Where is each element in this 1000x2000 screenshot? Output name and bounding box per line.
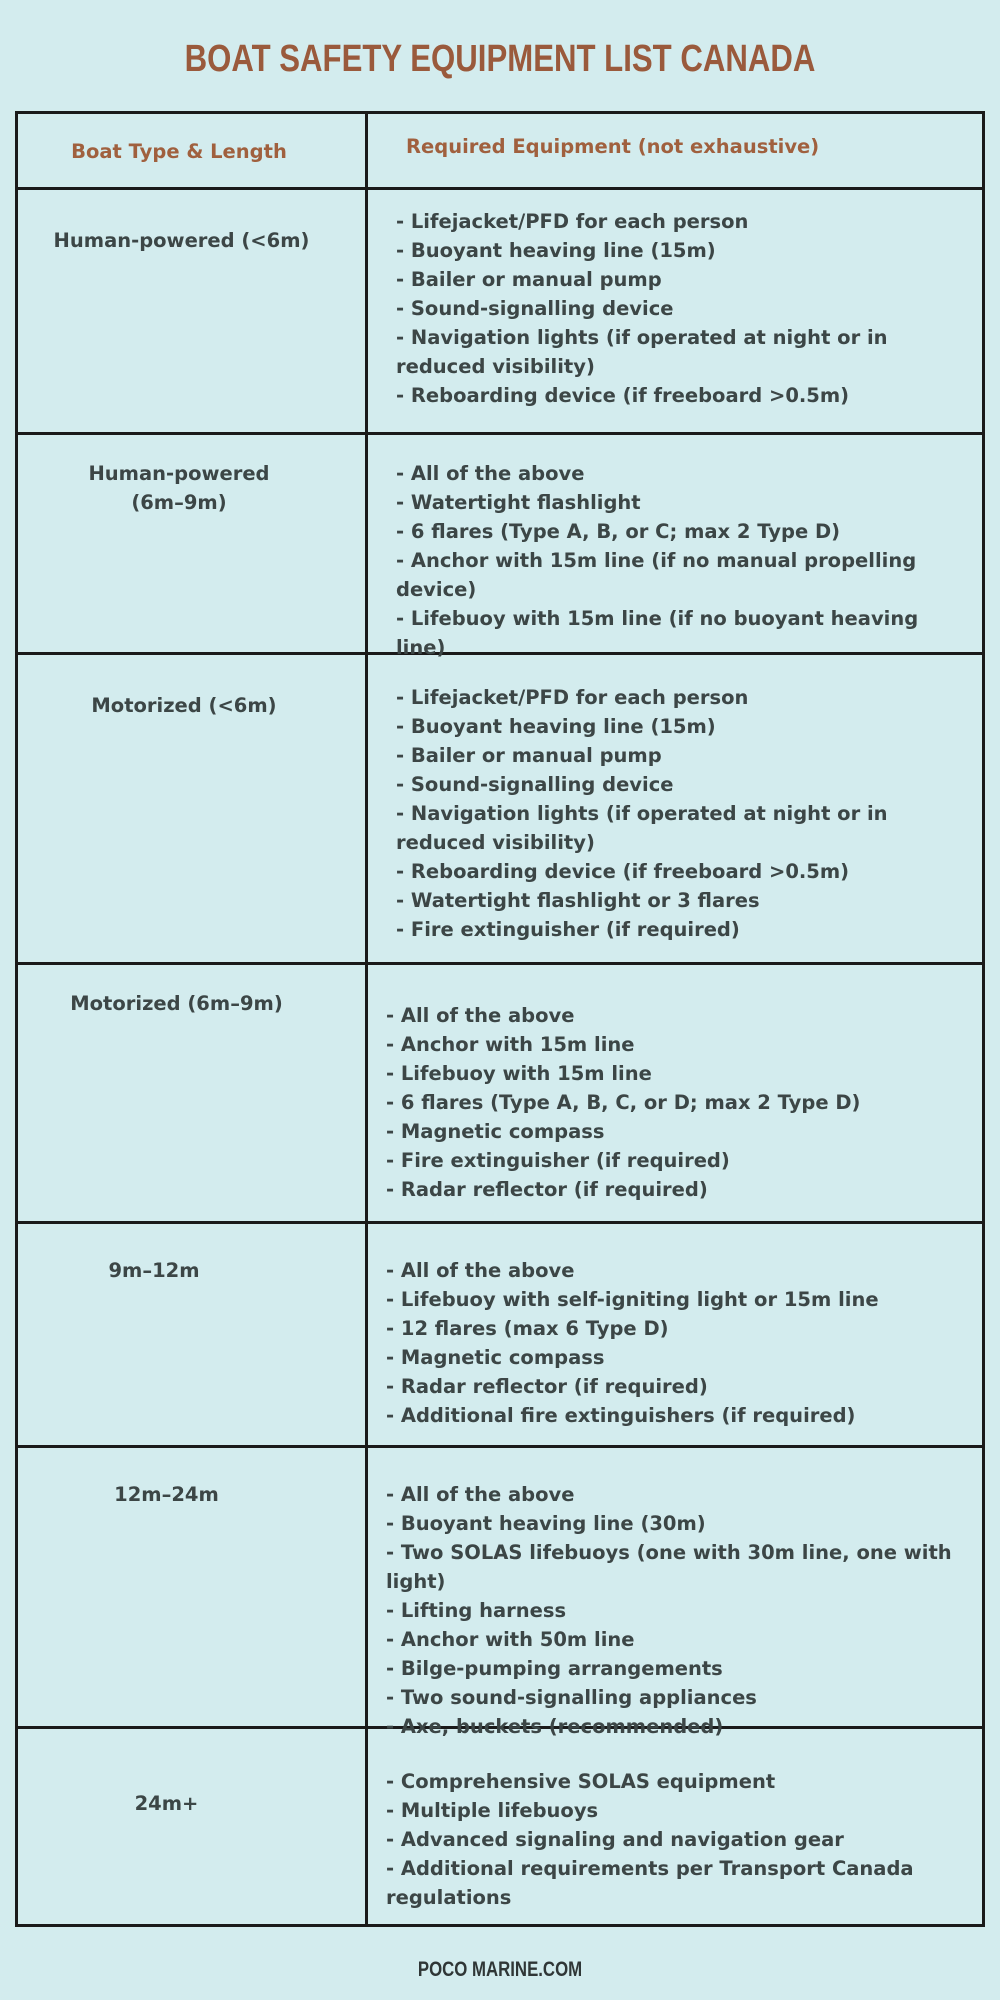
equipment-item: - Multiple lifebuoys	[386, 1799, 599, 1822]
boat-type-cell: 12m–24m	[18, 1448, 368, 1726]
equipment-item: - Magnetic compass	[386, 1346, 605, 1369]
equipment-item: - Lifebuoy with 15m line (if no buoyant heaving line)	[396, 607, 919, 659]
equipment-item: - Lifebuoy with self-igniting light or 15m line	[386, 1288, 879, 1311]
equipment-item: - 6 flares (Type A, B, or C; max 2 Type D)	[396, 520, 841, 543]
equipment-cell	[368, 655, 982, 962]
equipment-item: - Axe, buckets (recommended)	[386, 1715, 724, 1738]
table-row	[18, 432, 982, 659]
equipment-item: - Lifejacket/PFD for each person	[396, 210, 749, 233]
equipment-cell	[368, 965, 982, 1221]
table-row	[18, 1445, 982, 1738]
equipment-item: - Advanced signaling and navigation gear	[386, 1828, 844, 1851]
equipment-item: - Magnetic compass	[386, 1120, 605, 1143]
equipment-cell	[368, 1224, 982, 1445]
equipment-item: - Radar reflector (if required)	[386, 1178, 708, 1201]
equipment-item: - Anchor with 50m line	[386, 1628, 635, 1651]
equipment-item: - Two sound-signalling appliances	[386, 1686, 757, 1709]
equipment-item: - Sound-signalling device	[396, 773, 674, 796]
page-title: BOAT SAFETY EQUIPMENT LIST CANADA	[184, 38, 816, 80]
boat-type-cell: Motorized (6m–9m)	[18, 965, 368, 1221]
equipment-item: - Bilge-pumping arrangements	[386, 1657, 723, 1680]
table-row	[18, 1726, 982, 1924]
equipment-item: - Additional requirements per Transport Canada regulations	[386, 1857, 914, 1909]
equipment-item: - Radar reflector (if required)	[386, 1375, 708, 1398]
table-row	[18, 652, 982, 962]
equipment-item: - Reboarding device (if freeboard >0.5m)	[396, 384, 850, 407]
equipment-item: - All of the above	[396, 462, 585, 485]
header-boat-type: Boat Type & Length	[18, 114, 368, 187]
equipment-item: - Bailer or manual pump	[396, 268, 662, 291]
equipment-item: - Lifejacket/PFD for each person	[396, 686, 749, 709]
header-equipment: Required Equipment (not exhaustive)	[406, 135, 820, 158]
equipment-item: - Lifebuoy with 15m line	[386, 1062, 652, 1085]
equipment-item: - Comprehensive SOLAS equipment	[386, 1770, 776, 1793]
footer-site-name: POCO MARINE.COM	[417, 1958, 583, 1981]
table-row	[18, 187, 982, 432]
table-row	[18, 1221, 982, 1445]
equipment-item: - Fire extinguisher (if required)	[396, 918, 740, 941]
equipment-item: - Anchor with 15m line	[386, 1033, 635, 1056]
boat-type-cell: Human-powered (6m–9m)	[18, 435, 368, 652]
equipment-item: - Lifting harness	[386, 1599, 567, 1622]
equipment-item: - 6 flares (Type A, B, C, or D; max 2 Type D)	[386, 1091, 861, 1114]
equipment-item: - Buoyant heaving line (15m)	[396, 715, 716, 738]
equipment-item: - Sound-signalling device	[396, 297, 674, 320]
boat-type-cell: 9m–12m	[18, 1224, 368, 1445]
equipment-item: - Anchor with 15m line (if no manual propelling device)	[396, 549, 917, 601]
table-row	[18, 962, 982, 1221]
table-header-row	[18, 114, 982, 187]
equipment-cell	[368, 1448, 982, 1738]
equipment-item: - Reboarding device (if freeboard >0.5m)	[396, 860, 850, 883]
equipment-item: - Watertight flashlight	[396, 491, 641, 514]
equipment-item: - Fire extinguisher (if required)	[386, 1149, 730, 1172]
equipment-item: - Additional fire extinguishers (if required)	[386, 1404, 856, 1427]
equipment-item: - 12 flares (max 6 Type D)	[386, 1317, 669, 1340]
boat-type-cell: Motorized (<6m)	[18, 655, 368, 962]
equipment-item: - Navigation lights (if operated at night or in reduced visibility)	[396, 326, 888, 378]
equipment-item: - Buoyant heaving line (15m)	[396, 239, 716, 262]
equipment-table	[15, 111, 985, 1927]
equipment-item: - All of the above	[386, 1259, 575, 1282]
boat-type-cell: Human-powered (<6m)	[18, 190, 368, 432]
equipment-item: - Two SOLAS lifebuoys (one with 30m line, one with light)	[386, 1541, 952, 1593]
equipment-item: - All of the above	[386, 1004, 575, 1027]
equipment-item: - Watertight flashlight or 3 flares	[396, 889, 760, 912]
equipment-cell	[368, 435, 982, 659]
equipment-item: - Buoyant heaving line (30m)	[386, 1512, 706, 1535]
equipment-item: - All of the above	[386, 1483, 575, 1506]
equipment-item: - Bailer or manual pump	[396, 744, 662, 767]
boat-type-cell: 24m+	[18, 1729, 368, 1924]
equipment-cell	[368, 1729, 982, 1924]
equipment-cell	[368, 190, 982, 432]
equipment-item: - Navigation lights (if operated at night or in reduced visibility)	[396, 802, 888, 854]
